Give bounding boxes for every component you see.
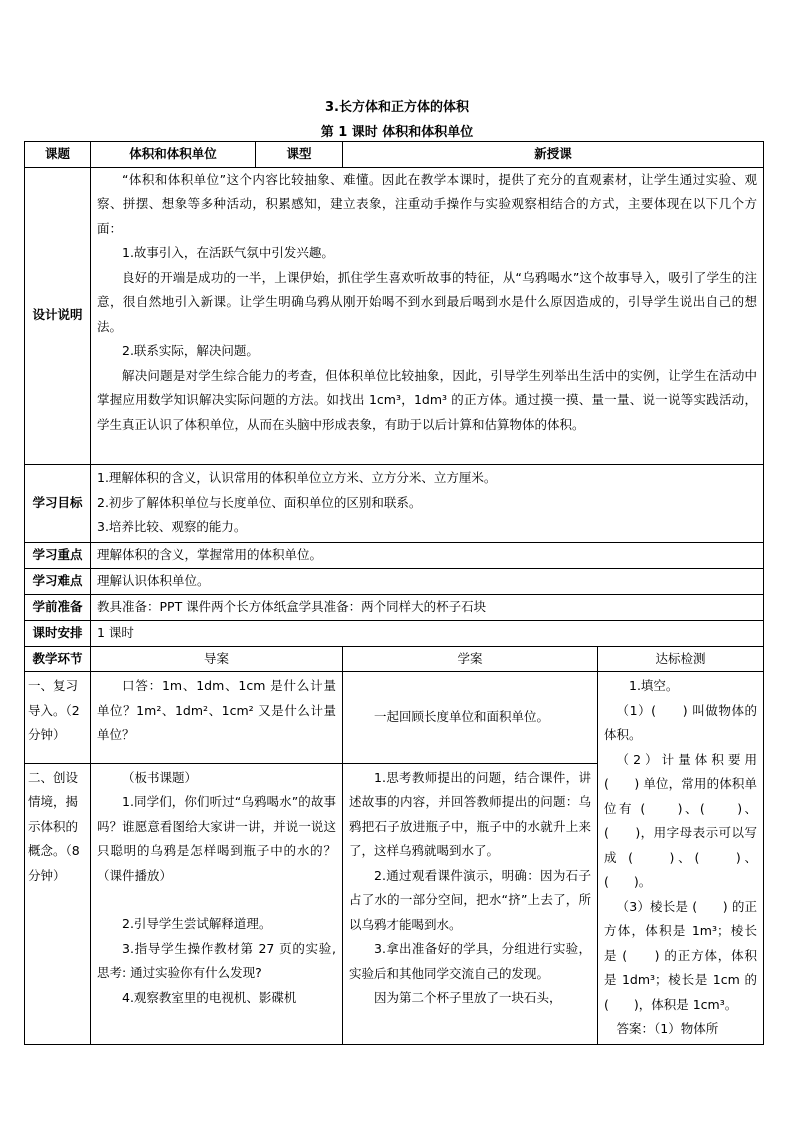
process-header-study: 学案 — [343, 646, 598, 672]
key-value: 理解体积的含义，掌握常用的体积单位。 — [91, 542, 764, 568]
step2-study-item: 因为第二个杯子里放了一块石头， — [374, 990, 562, 1006]
process-header-check: 达标检测 — [598, 646, 764, 672]
design-paragraph: 解决问题是对学生综合能力的考查，但体积单位比较抽象，因此，引导学生列举出生活中的实例，让学生在活动中掌握应用数学知识解决实际问题的方法。如找出 1cm³，1dm³ 的正方体。通过摸一摸、量一量、说一说等实践活动，学生真正认识了体积单位，从而在头脑中形成表象，有助于以后计算和估算物体的体积。 — [97, 367, 758, 432]
prep-label: 学前准备 — [25, 594, 91, 620]
check-content — [598, 672, 764, 1045]
page-title: 3.长方体和正方体的体积 — [325, 100, 469, 115]
design-label: 设计说明 — [25, 167, 91, 464]
difficulty-value: 理解认识体积单位。 — [91, 568, 764, 594]
design-paragraph: 良好的开端是成功的一半，上课伊始，抓住学生喜欢听故事的特征，从“乌鸦喝水”这个故事导入，吸引了学生的注意，很自然地引入新课。让学生明确乌鸦从刚开始喝不到水到最后喝到水是什么原因造成的，引导学生说出自己的想法。 — [97, 269, 758, 334]
process-header-guide: 导案 — [91, 646, 343, 672]
step2-guide-item: 2.引导学生尝试解释道理。 — [122, 916, 272, 932]
check-answer: 答案：（1）物体所 — [616, 1021, 719, 1036]
type-value: 新授课 — [343, 142, 764, 168]
step2-label: 二、创设情境，揭示体积的概念。（8 分钟） — [25, 763, 91, 1044]
topic-label: 课题 — [25, 142, 91, 168]
schedule-label: 课时安排 — [25, 620, 91, 646]
process-header-step: 教学环节 — [25, 646, 91, 672]
step2-study-item: 3.拿出准备好的学具，分组进行实验，实验后和其他同学交流自己的发现。 — [349, 941, 591, 981]
key-label: 学习重点 — [25, 542, 91, 568]
lesson-plan-table — [24, 141, 764, 1045]
step2-guide-item: （板书课题） — [122, 769, 198, 785]
check-item: （2）计量体积要用 ( ) 单位，常用的体积单位有 ( )、( )、( )，用字母表示可以写成 ( )、( )、( )。 — [604, 751, 758, 889]
goals-label: 学习目标 — [25, 464, 91, 542]
step2-study-item: 1.思考教师提出的问题，结合课件，讲述故事的内容，并回答教师提出的问题：乌鸦把石子放进瓶子中，瓶子中的水就升上来了，这样乌鸦就喝到水了。 — [349, 769, 591, 859]
topic-value: 体积和体积单位 — [91, 142, 256, 168]
difficulty-label: 学习难点 — [25, 568, 91, 594]
design-content — [91, 167, 764, 464]
goal-item: 3.培养比较、观察的能力。 — [97, 519, 247, 535]
step2-guide-item: 4.观察教室里的电视机、影碟机 — [122, 989, 297, 1005]
step2-study — [343, 763, 598, 1044]
design-paragraph: 2.联系实际，解决问题。 — [122, 343, 259, 358]
goals-content — [91, 464, 764, 542]
page-subtitle: 第 1 课时 体积和体积单位 — [320, 125, 474, 140]
step1-guide — [91, 672, 343, 764]
goal-item: 2.初步了解体积单位与长度单位、面积单位的区别和联系。 — [97, 494, 422, 510]
step1-study — [343, 672, 598, 764]
prep-value: 教具准备：PPT 课件两个长方体纸盒学具准备：两个同样大的杯子石块 — [91, 594, 764, 620]
schedule-value: 1 课时 — [91, 620, 764, 646]
type-label: 课型 — [256, 142, 343, 168]
step2-guide-item: 3.指导学生操作教材第 27 页的实验,思考: 通过实验你有什么发现? — [97, 940, 336, 981]
step1-label: 一、复习导入。（2 分钟） — [25, 672, 91, 764]
step2-guide — [91, 763, 343, 1044]
check-item: （3）棱长是 ( ) 的正方体，体积是 1m³；棱长是 ( ) 的正方体，体积是 1dm³；棱长是 1cm 的 ( )，体积是 1cm³。 — [604, 898, 758, 1012]
design-paragraph: 1.故事引入，在活跃气氛中引发兴趣。 — [122, 245, 334, 260]
design-paragraph: “体积和体积单位”这个内容比较抽象、难懂。因此在教学本课时，提供了充分的直观素材，让学生通过实验、观察、拼摆、想象等多种活动，积累感知，建立表象，注重动手操作与实验观察相结合的方式，主要体现在以下几个方面： — [97, 171, 758, 236]
step1-study-text: 一起回顾长度单位和面积单位。 — [374, 709, 550, 724]
goal-item: 1.理解体积的含义，认识常用的体积单位立方米、立方分米、立方厘米。 — [97, 470, 497, 486]
step1-guide-text: 口答：1m、1dm、1cm 是什么计量单位？1m²、1dm²、1cm² 又是什么计量单位？ — [97, 678, 336, 742]
check-item: 1.填空。 — [629, 678, 679, 693]
step2-study-item: 2.通过观看课件演示，明确：因为石子占了水的一部分空间，把水“挤”上去了，所以乌鸦才能喝到水。 — [349, 867, 591, 932]
check-item: （1）( ) 叫做物体的体积。 — [604, 702, 758, 742]
step2-guide-item: 1.同学们，你们听过“乌鸦喝水”的故事吗？谁愿意看图给大家讲一讲，并说一说这只聪明的乌鸦是怎样喝到瓶子中的水的？（课件播放） — [97, 794, 336, 883]
